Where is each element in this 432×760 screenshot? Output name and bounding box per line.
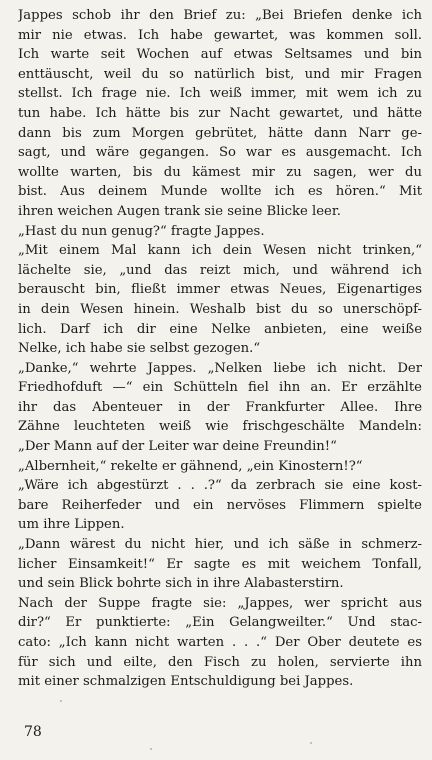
text-line: Jappes schob ihr den Brief zu: „Bei Briefen denke ich	[18, 8, 422, 23]
text-line: lich. Darf ich dir eine Nelke anbieten, eine weiße	[18, 321, 422, 337]
text-line: für sich und eilte, den Fisch zu holen, servierte ihn	[18, 654, 422, 670]
text-line: und sein Blick bohrte sich in ihre Alabasterstirn.	[18, 576, 344, 592]
text-line: „Albernheit,“ rekelte er gähnend, „ein Kinostern!?“	[18, 458, 363, 474]
paper-speck	[150, 748, 152, 750]
text-line: sagt, und wäre gegangen. So war es ausgemacht. Ich	[18, 145, 422, 161]
text-line: licher Einsamkeit!“ Er sagte es mit weichem Tonfall,	[18, 556, 422, 572]
text-line: cato: „Ich kann nicht warten . . .“ Der Ober deutete es	[18, 635, 422, 650]
text-line: um ihre Lippen.	[18, 517, 125, 533]
text-line: „Dann wärest du nicht hier, und ich säße in schmerz-	[18, 537, 422, 553]
body-text	[18, 6, 422, 692]
text-line: Zähne leuchteten weiß wie frischgeschälte Mandeln:	[18, 419, 422, 435]
text-line: mit einer schmalzigen Entschuldigung bei Jappes.	[18, 674, 354, 690]
paper-speck	[60, 700, 62, 702]
text-line: Nach der Suppe fragte sie: „Jappes, wer spricht aus	[18, 595, 422, 611]
text-line: Ich warte seit Wochen auf etwas Seltsames und bin	[18, 47, 422, 63]
text-line: tun habe. Ich hätte bis zur Nacht gewartet, und hätte	[18, 105, 422, 121]
page-number: 78	[24, 724, 42, 740]
text-line: stellst. Ich frage nie. Ich weiß immer, mit wem ich zu	[18, 86, 422, 102]
text-line: Friedhofduft —“ ein Schütteln fiel ihn an. Er erzählte	[18, 380, 422, 396]
text-line: „Hast du nun genug?“ fragte Jappes.	[18, 223, 265, 239]
text-line: wollte warten, bis du kämest mir zu sagen, wer du	[18, 164, 422, 180]
text-line: Nelke, ich habe sie selbst gezogen.“	[18, 341, 261, 357]
text-line: „Danke,“ wehrte Jappes. „Nelken liebe ich nicht. Der	[18, 360, 422, 376]
text-line: ihren weichen Augen trank sie seine Blicke leer.	[18, 203, 341, 219]
text-line: mir nie etwas. Ich habe gewartet, was kommen soll.	[18, 27, 422, 43]
paper-speck	[310, 742, 312, 744]
text-line: „Mit einem Mal kann ich dein Wesen nicht trinken,“	[18, 243, 422, 259]
text-line: ihr das Abenteuer in der Frankfurter Allee. Ihre	[18, 399, 422, 415]
text-line: lächelte sie, „und das reizt mich, und während ich	[18, 262, 422, 278]
text-line: „Der Mann auf der Leiter war deine Freundin!“	[18, 439, 337, 455]
text-line: bare Reiherfeder und ein nervöses Flimmern spielte	[18, 497, 422, 513]
text-line: in dein Wesen hinein. Weshalb bist du so unerschöpf-	[18, 301, 422, 317]
text-line: bist. Aus deinem Munde wollte ich es hören.“ Mit	[18, 184, 422, 200]
text-line: berauscht bin, fließt immer etwas Neues, Eigenartiges	[18, 282, 422, 298]
text-line: dann bis zum Morgen gebrütet, hätte dann Narr ge-	[18, 125, 422, 141]
text-line: „Wäre ich abgestürzt . . .?“ da zerbrach sie eine kost-	[18, 478, 422, 494]
text-line: dir?“ Er punktierte: „Ein Gelangweilter.“ Und stac-	[18, 615, 422, 631]
text-line: enttäuscht, weil du so natürlich bist, und mir Fragen	[18, 66, 422, 82]
